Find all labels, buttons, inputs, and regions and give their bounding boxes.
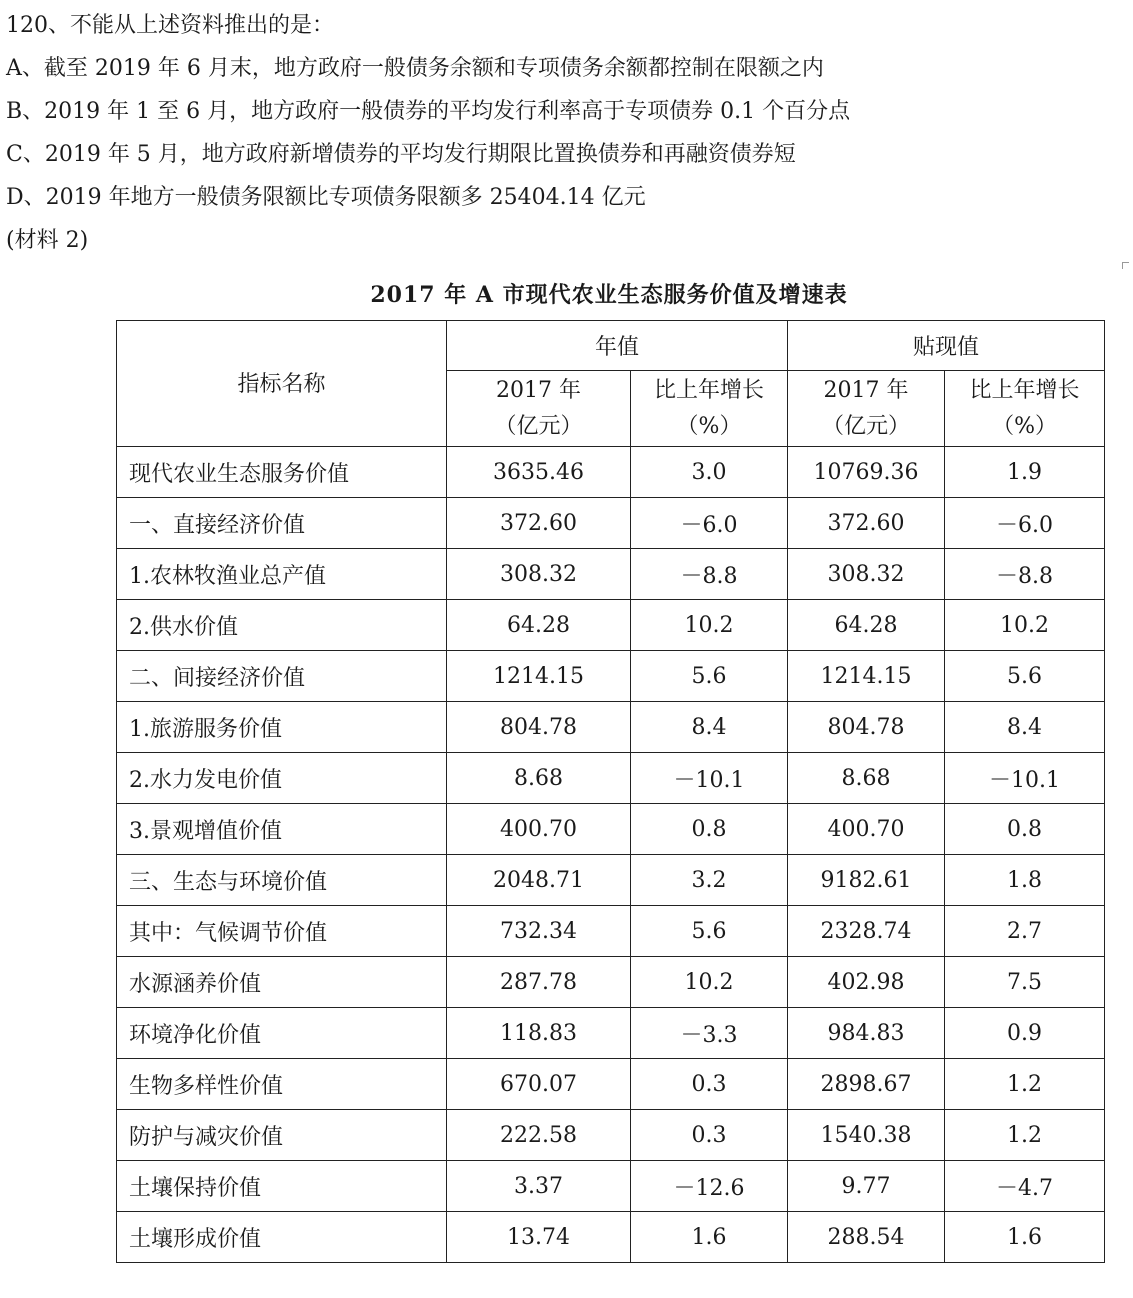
cell-discount-growth: 0.8 bbox=[945, 804, 1105, 855]
table-row bbox=[117, 906, 1105, 957]
cell-discount-value: 2898.67 bbox=[788, 1059, 945, 1110]
header-annual-growth-line1: 比上年增长 bbox=[654, 377, 765, 403]
question-stem: 120、不能从上述资料推出的是： bbox=[6, 13, 334, 38]
corner-crop-mark bbox=[1122, 262, 1129, 269]
header-discount-value bbox=[788, 371, 945, 447]
cell-annual-value: 118.83 bbox=[447, 1008, 631, 1059]
row-name: 3.景观增值价值 bbox=[117, 804, 447, 855]
cell-discount-value: 8.68 bbox=[788, 753, 945, 804]
cell-annual-growth: 0.3 bbox=[631, 1110, 788, 1161]
cell-annual-value: 732.34 bbox=[447, 906, 631, 957]
cell-discount-value: 308.32 bbox=[788, 549, 945, 600]
cell-annual-growth: －6.0 bbox=[631, 498, 788, 549]
cell-discount-value: 9.77 bbox=[788, 1161, 945, 1212]
cell-discount-growth: －10.1 bbox=[945, 753, 1105, 804]
option-d: D、2019 年地方一般债务限额比专项债务限额多 25404.14 亿元 bbox=[6, 185, 646, 210]
cell-discount-growth: －4.7 bbox=[945, 1161, 1105, 1212]
cell-discount-value: 372.60 bbox=[788, 498, 945, 549]
cell-discount-growth: 1.2 bbox=[945, 1110, 1105, 1161]
cell-annual-growth: 1.6 bbox=[631, 1212, 788, 1263]
row-name: 2.供水价值 bbox=[117, 600, 447, 651]
table-row bbox=[117, 1212, 1105, 1263]
table-title: 2017 年 A 市现代农业生态服务价值及增速表 bbox=[370, 282, 848, 308]
data-table bbox=[116, 320, 1105, 1263]
cell-discount-value: 402.98 bbox=[788, 957, 945, 1008]
cell-discount-value: 2328.74 bbox=[788, 906, 945, 957]
cell-discount-growth: 7.5 bbox=[945, 957, 1105, 1008]
cell-discount-value: 1214.15 bbox=[788, 651, 945, 702]
row-name: 水源涵养价值 bbox=[117, 957, 447, 1008]
cell-discount-value: 1540.38 bbox=[788, 1110, 945, 1161]
row-name: 二、间接经济价值 bbox=[117, 651, 447, 702]
header-annual-value-line1: 2017 年 bbox=[496, 377, 581, 403]
cell-discount-growth: 5.6 bbox=[945, 651, 1105, 702]
cell-discount-growth: 1.9 bbox=[945, 447, 1105, 498]
table-row bbox=[117, 1059, 1105, 1110]
cell-discount-value: 9182.61 bbox=[788, 855, 945, 906]
row-name: 1.农林牧渔业总产值 bbox=[117, 549, 447, 600]
header-discount-value-line2: （亿元） bbox=[822, 413, 911, 439]
table-row bbox=[117, 1008, 1105, 1059]
cell-annual-growth: 8.4 bbox=[631, 702, 788, 753]
table-row bbox=[117, 702, 1105, 753]
table-row bbox=[117, 804, 1105, 855]
material-label: (材料 2) bbox=[6, 228, 89, 253]
question-block bbox=[6, 4, 1126, 262]
table-row bbox=[117, 855, 1105, 906]
header-discount-group: 贴现值 bbox=[788, 321, 1105, 371]
cell-discount-growth: 1.6 bbox=[945, 1212, 1105, 1263]
row-name: 2.水力发电价值 bbox=[117, 753, 447, 804]
table-row bbox=[117, 1161, 1105, 1212]
header-annual-growth-line2: （%） bbox=[676, 413, 742, 439]
cell-discount-value: 10769.36 bbox=[788, 447, 945, 498]
table-row bbox=[117, 957, 1105, 1008]
cell-annual-growth: 0.3 bbox=[631, 1059, 788, 1110]
cell-discount-growth: 10.2 bbox=[945, 600, 1105, 651]
cell-annual-growth: 5.6 bbox=[631, 906, 788, 957]
cell-annual-value: 8.68 bbox=[447, 753, 631, 804]
cell-annual-growth: 3.0 bbox=[631, 447, 788, 498]
row-name: 防护与减灾价值 bbox=[117, 1110, 447, 1161]
header-discount-growth-line1: 比上年增长 bbox=[969, 377, 1080, 403]
header-discount-growth bbox=[945, 371, 1105, 447]
header-annual-growth bbox=[631, 371, 788, 447]
cell-annual-growth: 0.8 bbox=[631, 804, 788, 855]
cell-annual-value: 13.74 bbox=[447, 1212, 631, 1263]
cell-annual-value: 287.78 bbox=[447, 957, 631, 1008]
cell-annual-value: 372.60 bbox=[447, 498, 631, 549]
row-name: 环境净化价值 bbox=[117, 1008, 447, 1059]
option-b: B、2019 年 1 至 6 月，地方政府一般债券的平均发行利率高于专项债券 0.1 个百分点 bbox=[6, 99, 851, 124]
cell-annual-value: 2048.71 bbox=[447, 855, 631, 906]
cell-discount-value: 804.78 bbox=[788, 702, 945, 753]
cell-annual-value: 3.37 bbox=[447, 1161, 631, 1212]
row-name: 土壤形成价值 bbox=[117, 1212, 447, 1263]
cell-discount-growth: 2.7 bbox=[945, 906, 1105, 957]
cell-discount-value: 984.83 bbox=[788, 1008, 945, 1059]
cell-discount-growth: 1.2 bbox=[945, 1059, 1105, 1110]
cell-discount-growth: 1.8 bbox=[945, 855, 1105, 906]
header-indicator-name: 指标名称 bbox=[117, 321, 447, 447]
cell-annual-value: 308.32 bbox=[447, 549, 631, 600]
header-annual-value bbox=[447, 371, 631, 447]
cell-annual-value: 400.70 bbox=[447, 804, 631, 855]
cell-annual-growth: －12.6 bbox=[631, 1161, 788, 1212]
header-discount-value-line1: 2017 年 bbox=[823, 377, 909, 403]
cell-discount-growth: 8.4 bbox=[945, 702, 1105, 753]
cell-annual-value: 804.78 bbox=[447, 702, 631, 753]
row-name: 现代农业生态服务价值 bbox=[117, 447, 447, 498]
cell-annual-growth: －3.3 bbox=[631, 1008, 788, 1059]
table-row bbox=[117, 753, 1105, 804]
row-name: 1.旅游服务价值 bbox=[117, 702, 447, 753]
cell-annual-growth: 5.6 bbox=[631, 651, 788, 702]
cell-annual-value: 670.07 bbox=[447, 1059, 631, 1110]
cell-discount-value: 400.70 bbox=[788, 804, 945, 855]
cell-annual-value: 1214.15 bbox=[447, 651, 631, 702]
table-row bbox=[117, 651, 1105, 702]
cell-annual-growth: －10.1 bbox=[631, 753, 788, 804]
option-c: C、2019 年 5 月，地方政府新增债券的平均发行期限比置换债券和再融资债券短 bbox=[6, 142, 796, 167]
row-name: 土壤保持价值 bbox=[117, 1161, 447, 1212]
row-name: 一、直接经济价值 bbox=[117, 498, 447, 549]
cell-annual-growth: －8.8 bbox=[631, 549, 788, 600]
header-annual-group: 年值 bbox=[447, 321, 788, 371]
cell-discount-value: 64.28 bbox=[788, 600, 945, 651]
cell-discount-growth: －6.0 bbox=[945, 498, 1105, 549]
table-row bbox=[117, 447, 1105, 498]
cell-annual-value: 64.28 bbox=[447, 600, 631, 651]
cell-discount-value: 288.54 bbox=[788, 1212, 945, 1263]
table-row bbox=[117, 1110, 1105, 1161]
cell-annual-growth: 3.2 bbox=[631, 855, 788, 906]
row-name: 其中：气候调节价值 bbox=[117, 906, 447, 957]
header-annual-value-line2: （亿元） bbox=[494, 413, 583, 439]
cell-annual-growth: 10.2 bbox=[631, 600, 788, 651]
row-name: 三、生态与环境价值 bbox=[117, 855, 447, 906]
row-name: 生物多样性价值 bbox=[117, 1059, 447, 1110]
table-row bbox=[117, 549, 1105, 600]
cell-annual-value: 3635.46 bbox=[447, 447, 631, 498]
cell-annual-value: 222.58 bbox=[447, 1110, 631, 1161]
option-a: A、截至 2019 年 6 月末，地方政府一般债务余额和专项债务余额都控制在限额之内 bbox=[6, 56, 824, 81]
table-row bbox=[117, 600, 1105, 651]
table-row bbox=[117, 498, 1105, 549]
cell-discount-growth: －8.8 bbox=[945, 549, 1105, 600]
cell-discount-growth: 0.9 bbox=[945, 1008, 1105, 1059]
header-discount-growth-line2: （%） bbox=[992, 413, 1057, 439]
cell-annual-growth: 10.2 bbox=[631, 957, 788, 1008]
